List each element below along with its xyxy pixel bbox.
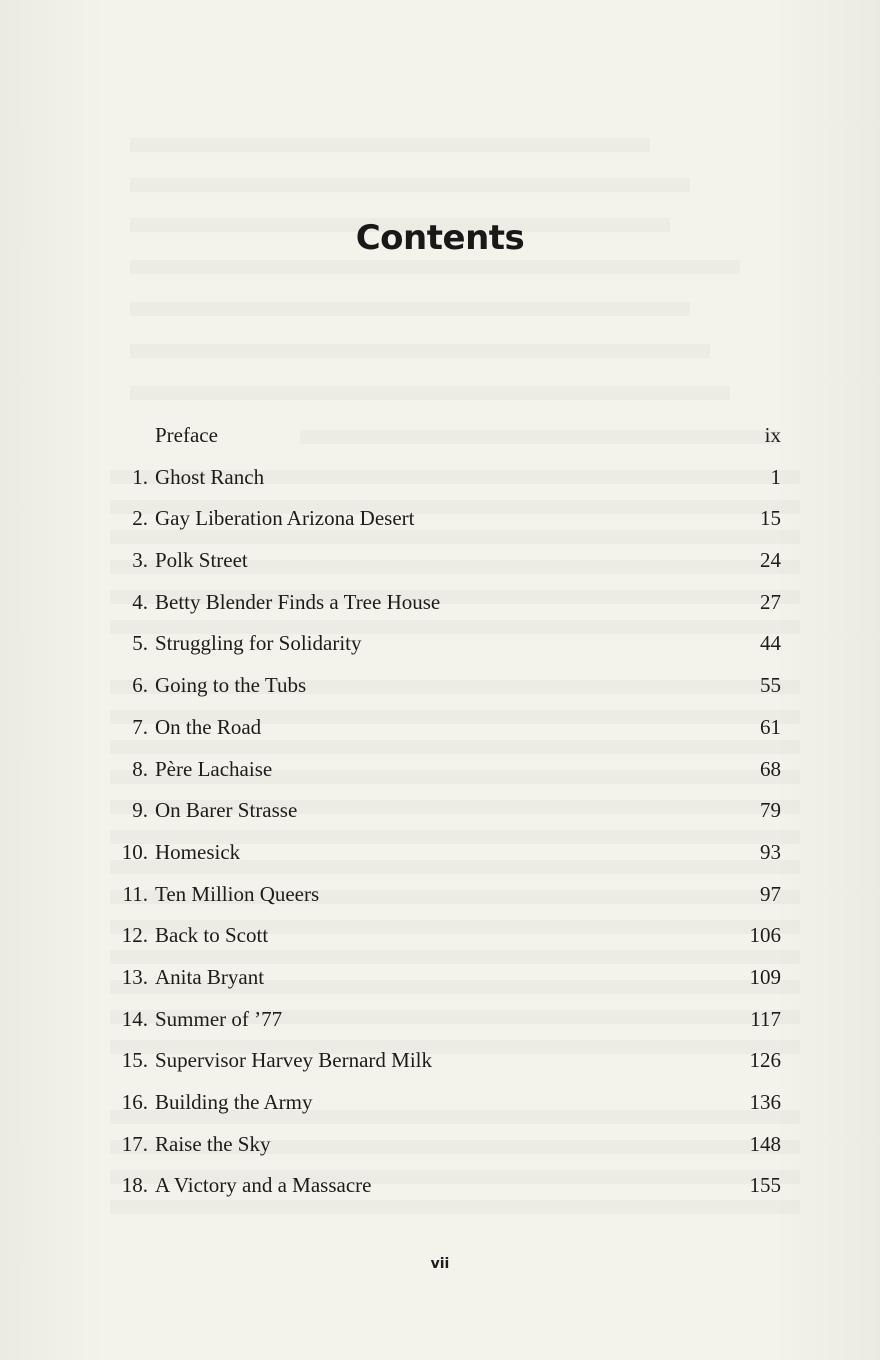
toc-entry	[0, 415, 880, 457]
toc-entry	[0, 665, 880, 707]
chapter-title: Struggling for Solidarity	[155, 631, 362, 656]
chapter-page-number: 55	[760, 673, 781, 698]
chapter-number: 1.	[132, 464, 148, 489]
chapter-number: 12.	[121, 923, 148, 948]
chapter-page-number: 109	[749, 964, 781, 989]
chapter-title: A Victory and a Massacre	[155, 1173, 372, 1198]
chapter-title: Building the Army	[155, 1090, 313, 1114]
chapter-number: 2.	[132, 506, 148, 531]
chapter-title: Polk Street	[155, 548, 248, 573]
chapter-page-number: 44	[760, 631, 781, 656]
page-number: vii	[430, 1256, 450, 1272]
chapter-number: 17.	[121, 1131, 148, 1156]
toc-entry	[0, 707, 880, 749]
toc-entry	[0, 749, 880, 791]
chapter-number: 9.	[132, 798, 148, 823]
chapter-number: 13.	[121, 964, 148, 989]
toc-entry	[0, 1165, 880, 1207]
chapter-number: 15.	[121, 1048, 148, 1073]
chapter-title: Homesick	[155, 839, 241, 864]
toc-entry	[0, 832, 880, 874]
toc-entry	[0, 1124, 880, 1166]
chapter-page-number: 106	[749, 923, 781, 948]
chapter-title: Ghost Ranch	[155, 464, 265, 489]
toc-entry	[0, 582, 880, 624]
chapter-number: 11.	[122, 881, 148, 906]
toc-entry	[0, 1082, 880, 1124]
chapter-page-number: 15	[760, 506, 781, 531]
chapter-title: On the Road	[155, 714, 262, 739]
chapter-title: Gay Liberation Arizona Desert	[155, 506, 415, 531]
chapter-title: On Barer Strasse	[155, 798, 298, 823]
toc-entry	[0, 1040, 880, 1082]
toc-entry	[0, 498, 880, 540]
chapter-title: Supervisor Harvey Bernard Milk	[155, 1048, 433, 1073]
chapter-title: Ten Million Queers	[155, 881, 320, 906]
chapter-page-number: 79	[760, 798, 781, 823]
chapter-number: 14.	[121, 1006, 148, 1031]
chapter-title: Summer of ’77	[155, 1006, 283, 1031]
chapter-number: 8.	[132, 756, 148, 781]
chapter-number: 10.	[121, 839, 148, 864]
chapter-number: 16.	[121, 1090, 148, 1114]
toc-entry	[0, 999, 880, 1041]
table-of-contents	[0, 415, 880, 1207]
chapter-page-number: 97	[760, 881, 781, 906]
chapter-number: 4.	[132, 589, 148, 614]
chapter-number: 6.	[132, 673, 148, 698]
chapter-page-number: ix	[764, 423, 781, 447]
chapter-page-number: 1	[770, 464, 781, 489]
chapter-title: Back to Scott	[155, 923, 269, 948]
chapter-title: Going to the Tubs	[155, 673, 307, 698]
toc-entry	[0, 915, 880, 957]
chapter-page-number: 93	[760, 839, 781, 864]
toc-entry	[0, 790, 880, 832]
toc-entry	[0, 623, 880, 665]
chapter-page-number: 155	[749, 1173, 781, 1198]
chapter-page-number: 24	[760, 548, 781, 573]
toc-entry	[0, 540, 880, 582]
page-title: Contents	[355, 218, 525, 258]
chapter-page-number: 68	[760, 756, 781, 781]
chapter-page-number: 61	[760, 714, 781, 739]
toc-entry	[0, 457, 880, 499]
chapter-title: Père Lachaise	[155, 756, 273, 781]
chapter-number: 18.	[121, 1173, 148, 1198]
chapter-title: Raise the Sky	[155, 1131, 271, 1156]
chapter-page-number: 117	[750, 1006, 781, 1031]
chapter-page-number: 148	[749, 1131, 781, 1156]
chapter-title: Anita Bryant	[155, 964, 265, 989]
chapter-title: Preface	[155, 423, 218, 447]
chapter-page-number: 27	[760, 589, 781, 614]
toc-entry	[0, 874, 880, 916]
chapter-page-number: 136	[749, 1090, 781, 1114]
toc-entry	[0, 957, 880, 999]
chapter-page-number: 126	[749, 1048, 781, 1073]
chapter-number: 3.	[132, 548, 148, 573]
chapter-number: 5.	[132, 631, 148, 656]
chapter-title: Betty Blender Finds a Tree House	[155, 589, 441, 614]
chapter-number: 7.	[132, 714, 148, 739]
